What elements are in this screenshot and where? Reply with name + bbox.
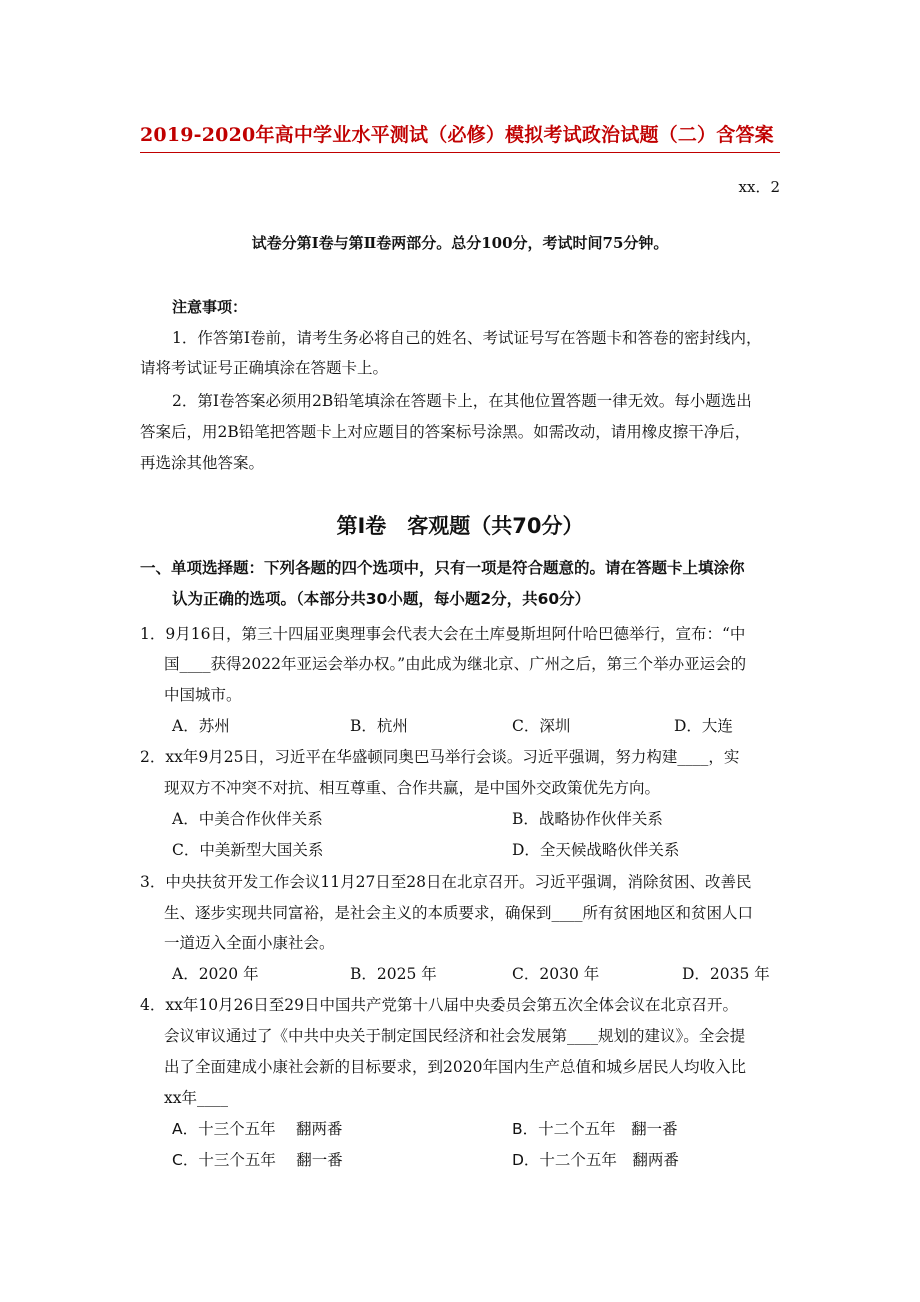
question-4-line: 会议审议通过了《中共中央关于制定国民经济和社会发展第____规划的建议》。全会提: [164, 1027, 746, 1045]
question-2-option-a[interactable]: A．中美合作伙伴关系: [172, 810, 323, 828]
document-title: 2019-2020年高中学业水平测试（必修）模拟考试政治试题（二）含答案: [140, 124, 774, 146]
question-3-option-a[interactable]: A．2020 年: [172, 965, 259, 983]
question-3-line: 一道迈入全面小康社会。: [164, 934, 335, 952]
question-3-option-d[interactable]: D．2035 年: [682, 965, 770, 983]
question-4-option-a[interactable]: A．十三个五年 翻两番: [172, 1120, 343, 1138]
question-3-line: 3．中央扶贫开发工作会议11月27日至28日在北京召开。习近平强调，消除贫困、改善民: [140, 873, 752, 891]
question-4-line: 4．xx年10月26日至29日中国共产党第十八届中央委员会第五次全体会议在北京召开。: [140, 996, 739, 1014]
question-4-option-c[interactable]: C．十三个五年 翻一番: [172, 1151, 343, 1169]
question-1-option-a[interactable]: A．苏州: [172, 717, 230, 735]
question-3-line: 生、逐步实现共同富裕，是社会主义的本质要求，确保到____所有贫困地区和贫困人口: [164, 904, 754, 922]
notice-line: 2．第Ⅰ卷答案必须用2B铅笔填涂在答题卡上，在其他位置答题一律无效。每小题选出: [172, 392, 752, 410]
question-3-option-b[interactable]: B．2025 年: [350, 965, 437, 983]
question-2-option-d[interactable]: D．全天候战略伙伴关系: [512, 841, 680, 859]
notice-line: 1．作答第Ⅰ卷前，请考生务必将自己的姓名、考试证号写在答题卡和答卷的密封线内，: [172, 329, 762, 347]
question-2-line: 2．xx年9月25日，习近平在华盛顿同奥巴马举行会谈。习近平强调，努力构建____，实: [140, 748, 740, 766]
question-4-line: 出了全面建成小康社会新的目标要求，到2020年国内生产总值和城乡居民人均收入比: [164, 1058, 746, 1076]
notice-line: 请将考试证号正确填涂在答题卡上。: [140, 359, 389, 377]
question-1-line: 中国城市。: [164, 686, 242, 704]
part-heading: 一、单项选择题：下列各题的四个选项中，只有一项是符合题意的。请在答题卡上填涂你: [140, 559, 745, 577]
question-1-option-b[interactable]: B．杭州: [350, 717, 408, 735]
question-1-option-d[interactable]: D．大连: [674, 717, 733, 735]
question-4-option-d[interactable]: D．十二个五年 翻两番: [512, 1151, 679, 1169]
question-2-option-b[interactable]: B．战略协作伙伴关系: [512, 810, 663, 828]
part-heading: 认为正确的选项。（本部分共30小题，每小题2分，共60分）: [172, 590, 591, 608]
exam-summary: 试卷分第Ⅰ卷与第Ⅱ卷两部分。总分100分，考试时间75分钟。: [251, 234, 669, 252]
question-4-option-b[interactable]: B．十二个五年 翻一番: [512, 1120, 678, 1138]
question-1-line: 国____获得2022年亚运会举办权。”由此成为继北京、广州之后，第三个举办亚运会的: [164, 655, 747, 673]
question-2-line: 现双方不冲突不对抗、相互尊重、合作共赢，是中国外交政策优先方向。: [164, 779, 661, 797]
question-1-option-c[interactable]: C．深圳: [512, 717, 571, 735]
question-2-option-c[interactable]: C．中美新型大国关系: [172, 841, 324, 859]
document-date: xx．2: [738, 178, 780, 196]
question-1-line: 1．9月16日，第三十四届亚奥理事会代表大会在土库曼斯坦阿什哈巴德举行，宣布：“中: [140, 625, 746, 643]
question-4-line: xx年____: [164, 1089, 228, 1107]
notice-line: 再选涂其他答案。: [140, 454, 265, 472]
notice-heading: 注意事项：: [172, 298, 248, 316]
question-3-option-c[interactable]: C．2030 年: [512, 965, 600, 983]
notice-line: 答案后，用2B铅笔把答题卡上对应题目的答案标号涂黑。如需改动，请用橡皮擦干净后，: [140, 423, 751, 441]
section-title: 第Ⅰ卷 客观题（共70分）: [336, 514, 584, 538]
title-underline: [140, 152, 780, 153]
